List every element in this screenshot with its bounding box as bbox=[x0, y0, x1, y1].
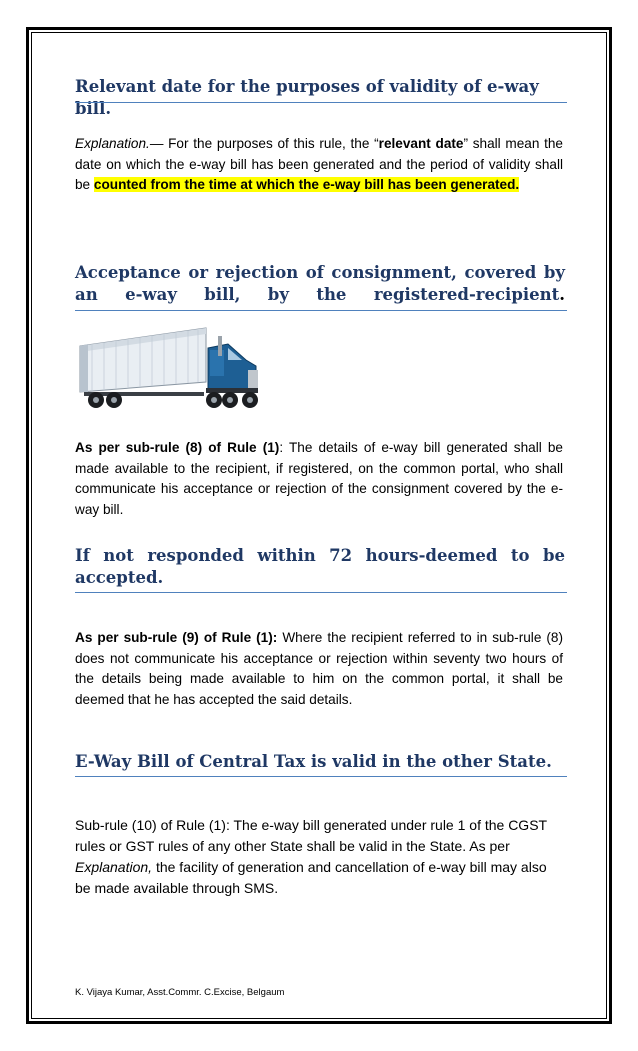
heading-acceptance-rejection bbox=[75, 262, 565, 306]
text: the facility of generation and cancellation of e-way bill may also be made available through SMS. bbox=[75, 859, 547, 896]
text: : The details of e-way bill generated shall be made available to the recipient, if registered, on the common portal, who shall communicate his acceptance or rejection of the consignment covered by the e-way bill. bbox=[75, 440, 563, 517]
heading-relevant-date: Relevant date for the purposes of validity of e-way bill. bbox=[75, 77, 539, 118]
heading-underline bbox=[75, 102, 567, 103]
heading-72-hours: If not responded within 72 hours-deemed to be accepted. bbox=[75, 546, 565, 587]
highlighted-text: counted from the time at which the e-way bill has been generated. bbox=[93, 177, 520, 192]
paragraph-sub-rule-8 bbox=[75, 438, 563, 520]
heading-underline bbox=[75, 776, 567, 777]
paragraph-sub-rule-10 bbox=[75, 815, 559, 899]
text: ” shall mean the date on which the e-way bill has been generated and the period of validity shall be bbox=[75, 136, 563, 192]
heading-text: Acceptance or rejection of consignment, covered by an e-way bill, by the registered-recipient bbox=[75, 263, 565, 304]
sub-rule-9-label: As per sub-rule (9) of Rule (1): bbox=[75, 630, 278, 645]
footer-author: K. Vijaya Kumar, Asst.Commr. C.Excise, Belgaum bbox=[75, 987, 285, 998]
relevant-date-term: relevant date bbox=[378, 136, 464, 151]
text: — For the purposes of this rule, the “ bbox=[149, 136, 379, 151]
heading-underline bbox=[75, 310, 567, 311]
explanation-italic: Explanation, bbox=[75, 859, 153, 875]
heading-period: . bbox=[559, 285, 565, 304]
text: Where the recipient referred to in sub-rule (8) does not communicate his acceptance or rejection within seventy two hours of the details being made available to him on the common portal, it shall be deemed that he has accepted the said details. bbox=[75, 630, 564, 707]
heading-underline bbox=[75, 592, 567, 593]
sub-rule-8-label: As per sub-rule (8) of Rule (1) bbox=[75, 440, 280, 455]
truck-image bbox=[78, 326, 264, 412]
paragraph-sub-rule-9 bbox=[75, 628, 563, 710]
explanation-label: Explanation. bbox=[75, 136, 150, 151]
paragraph-relevant-date bbox=[75, 134, 563, 196]
heading-valid-other-state: E-Way Bill of Central Tax is valid in the other State. bbox=[75, 752, 552, 771]
text: Sub-rule (10) of Rule (1): The e-way bill generated under rule 1 of the CGST rules or GST rules of any other State shall be valid in the State. As per bbox=[75, 817, 547, 854]
